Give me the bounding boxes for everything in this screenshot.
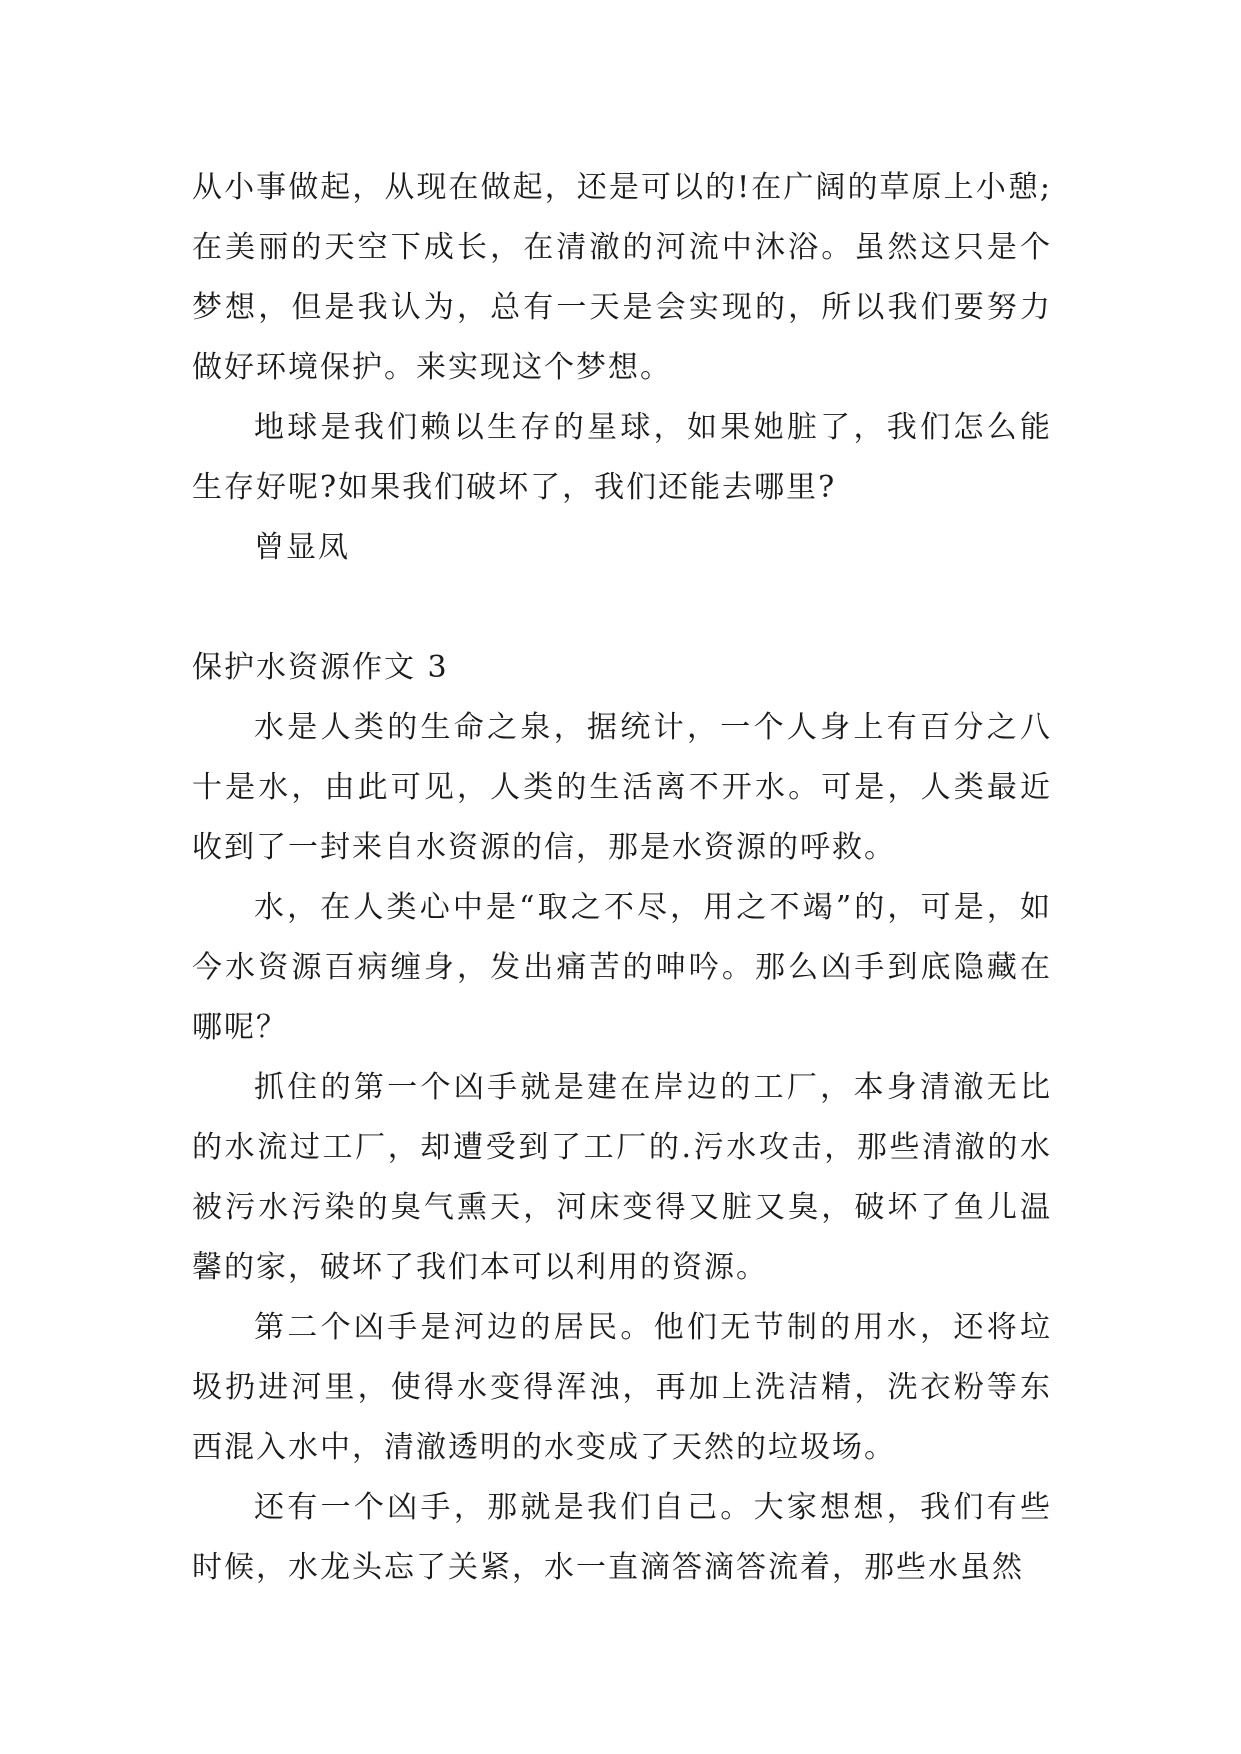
paragraph: 抓住的第一个凶手就是建在岸边的工厂，本身清澈无比的水流过工厂，却遭受到了工厂的.污水攻击，那些清澈的水被污水污染的臭气熏天，河床变得又脏又臭，破坏了鱼儿温馨的家，破坏了我们本可以利用的资源。 [192,1070,1052,1285]
section-title: 保护水资源作文 3 [192,650,449,685]
paragraph: 第二个凶手是河边的居民。他们无节制的用水，还将垃圾扔进河里，使得水变得浑浊，再加上洗洁精，洗衣粉等东西混入水中，清澈透明的水变成了天然的垃圾场。 [192,1310,1052,1465]
paragraph-continued: 从小事做起，从现在做起，还是可以的!在广阔的草原上小憩;在美丽的天空下成长，在清澈的河流中沐浴。虽然这只是个梦想，但是我认为，总有一天是会实现的，所以我们要努力做好环境保护。来实现这个梦想。 [192,170,1052,385]
section-spacer [192,578,1052,638]
paragraph: 水是人类的生命之泉，据统计，一个人身上有百分之八十是水，由此可见，人类的生活离不开水。可是，人类最近收到了一封来自水资源的信，那是水资源的呼救。 [192,710,1052,865]
paragraph: 水，在人类心中是“取之不尽，用之不竭”的，可是，如今水资源百病缠身，发出痛苦的呻吟。那么凶手到底隐藏在哪呢？ [192,890,1052,1045]
paragraph: 还有一个凶手，那就是我们自己。大家想想，我们有些时候，水龙头忘了关紧，水一直滴答滴答流着，那些水虽然 [192,1490,1052,1585]
paragraph: 地球是我们赖以生存的星球，如果她脏了，我们怎么能生存好呢?如果我们破坏了，我们还能去哪里? [192,410,1052,505]
document-body [192,158,1052,1598]
author-signature: 曾显凤 [254,530,350,565]
